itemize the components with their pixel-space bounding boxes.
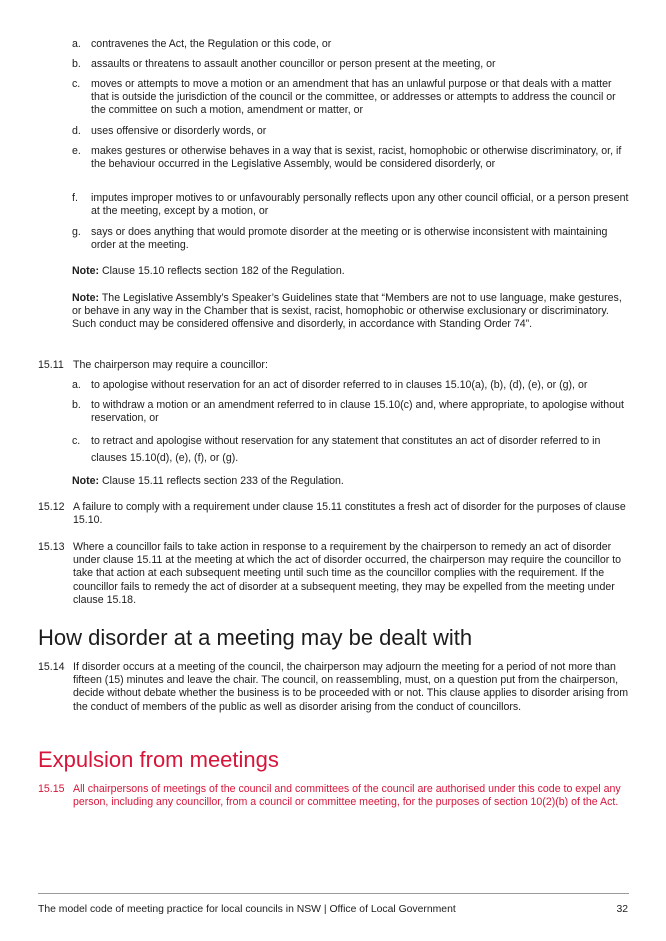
section-heading: How disorder at a meeting may be dealt with [38, 625, 473, 650]
list-text: to retract and apologise without reservation for any statement that constitutes an act of disorder referred to in clauses 15.10(d), (e), (f), or (g). [91, 435, 601, 464]
list-text: moves or attempts to move a motion or an amendment that has an unlawful purpose or that deals with a matter that is outside the jurisdiction of the council or the committee, or addresses or attempts to address the council or the committee on such a motion, amendment or matter, or [91, 78, 616, 117]
footer-divider [38, 893, 629, 894]
list-item [72, 78, 632, 118]
list-letter: a. [72, 38, 81, 50]
clause-15-15 [38, 783, 632, 809]
list-text: contravenes the Act, the Regulation or this code, or [91, 38, 332, 50]
clause-number: 15.14 [38, 661, 65, 673]
clause-number: 15.13 [38, 541, 65, 553]
note-label: Note: [72, 475, 100, 487]
list-text: imputes improper motives to or unfavourably personally reflects upon any other council official, or a person present at the meeting, except by a motion, or [91, 192, 629, 218]
list-letter: d. [72, 125, 81, 137]
list-item [72, 145, 632, 171]
note-label: Note: [72, 292, 100, 304]
list-text: to apologise without reservation for an act of disorder referred to in clauses 15.10(a), (b), (d), (e), or (g), or [91, 379, 588, 391]
clause-15-14 [38, 661, 632, 714]
list-letter: b. [72, 58, 81, 70]
note-text: Clause 15.11 reflects section 233 of the Regulation. [99, 475, 344, 487]
list-item [72, 58, 632, 71]
clause-text: Where a councillor fails to take action in response to a requirement by the chairperson to remedy an act of disorder under clause 15.11 at the meeting at which the act of disorder occurred, the chairperson may require the councillor to take that action at each subsequent meeting until such time as the councillor complies with the requirement. If the councillor fails to remedy the act of disorder at a subsequent meeting, they may be expelled from the meeting under clause 15.18. [73, 541, 622, 606]
note-label: Note: [72, 265, 100, 277]
list-letter: a. [72, 379, 81, 391]
note [72, 292, 628, 332]
list-text: to withdraw a motion or an amendment referred to in clause 15.10(c) and, where appropriate, to apologise without reservation, or [91, 399, 624, 425]
list-item [72, 379, 632, 392]
footer-text: The model code of meeting practice for local councils in NSW | Office of Local Government [38, 904, 456, 915]
list-item [72, 192, 632, 218]
list-letter: b. [72, 399, 81, 411]
clause-15-13 [38, 541, 632, 607]
list-item [72, 38, 632, 51]
list-item [72, 399, 632, 425]
page-number: 32 [616, 904, 628, 915]
list-item [72, 226, 632, 252]
list-text: makes gestures or otherwise behaves in a way that is sexist, racist, homophobic or otherwise discriminatory, or, if the behaviour occurred in the Legislative Assembly, would be considered disorderly, or [91, 145, 622, 171]
clause-number: 15.15 [38, 783, 65, 795]
note [72, 475, 628, 488]
note [72, 265, 628, 278]
list-item [72, 125, 632, 138]
list-text: uses offensive or disorderly words, or [91, 125, 267, 137]
list-text: says or does anything that would promote disorder at the meeting or is otherwise inconsistent with maintaining order at the meeting. [91, 226, 608, 252]
section-heading: Expulsion from meetings [38, 747, 279, 772]
clause-number: 15.11 [38, 359, 64, 371]
list-letter: c. [72, 435, 81, 447]
list-item [72, 433, 632, 467]
list-letter: e. [72, 145, 81, 157]
note-text: The Legislative Assembly’s Speaker’s Guidelines state that “Members are not to use language, make gestures, or behave in any way in the Chamber that is sexist, racist, homophobic or otherwise exclusionary or discriminatory. Such conduct may be considered offensive and disorderly, in accordance with Standing Order 74”. [72, 292, 622, 331]
clause-text: All chairpersons of meetings of the council and committees of the council are authorised under this code to expel any person, including any councillor, from a council or committee meeting, for the purposes of section 10(2)(b) of the Act. [73, 783, 621, 809]
clause-number: 15.12 [38, 501, 65, 513]
list-letter: g. [72, 226, 81, 238]
clause-15-11 [38, 359, 632, 372]
list-letter: c. [72, 78, 81, 90]
note-text: Clause 15.10 reflects section 182 of the Regulation. [99, 265, 345, 277]
clause-text: A failure to comply with a requirement under clause 15.11 constitutes a fresh act of disorder for the purposes of clause 15.10. [73, 501, 626, 527]
list-letter: f. [72, 192, 78, 204]
list-text: assaults or threatens to assault another councillor or person present at the meeting, or [91, 58, 496, 70]
clause-text: If disorder occurs at a meeting of the council, the chairperson may adjourn the meeting for a period of not more than fifteen (15) minutes and leave the chair. The council, on reassembling, must, on a question put from the chairperson, decide without debate whether the business is to be proceeded with or not. This clause applies to disorder arising from the conduct of members of the public as well as disorder arising from the conduct of councillors. [73, 661, 629, 713]
clause-15-12 [38, 501, 632, 527]
clause-text: The chairperson may require a councillor: [73, 359, 268, 371]
